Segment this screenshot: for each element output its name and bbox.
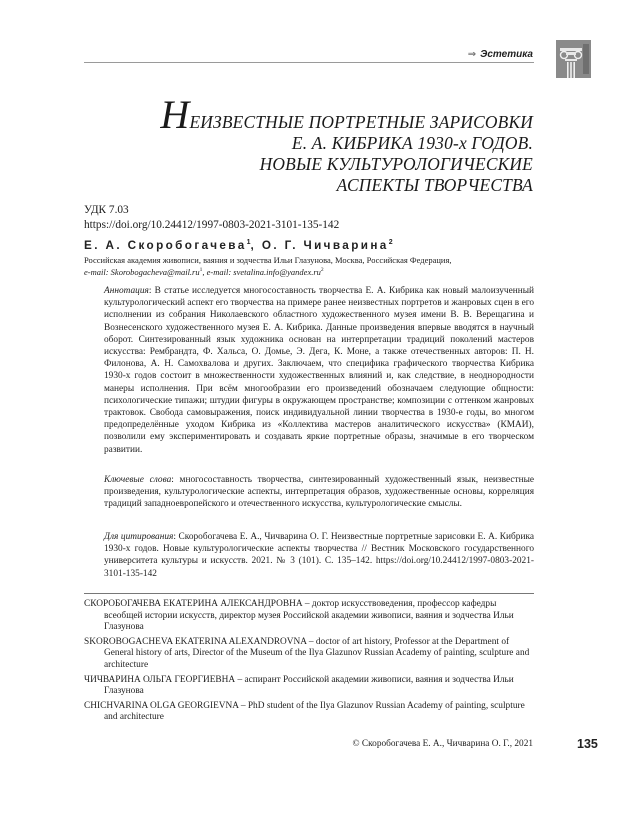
citation-text: : Скоробогачева Е. А., Чичварина О. Г. Неизвестные портретные зарисовки Е. А. Кибрика 1930-х годов. Новые культурологические аспекты творчества // Вестник Московского государственного университета культуры и искусств. 2021. № 3 (101). С. 135–142. https://doi.org/10.24412/1997-0803-2021-3101-135-142 [104,532,534,579]
bio-en-1: SKOROBOGACHEVA EKATERINA ALEXANDROVNA – doctor of art history, Professor at the Department of General history of arts, Director of the Museum of the Ilya Glazunov Russian Academy of painting, sculpture and architecture [84,636,530,670]
column-capital-icon [556,40,591,78]
abstract-text: : В статье исследуется многосоставность творчества Е. А. Кибрика как новый малоизученный культурологический аспект его творчества на примере ранее неизвестных портретов и жанровых сцен в его исполнении из собрания Николаевского областного художественного музея имени В. В. Верещагина и Вознесенского художественного музея Е. А. Кибрика. Данные произведения впервые вводятся в научный оборот. Синтезированный язык художника основан на интерпретации традиций поколений мастеров искусства: Рембрандта, Ф. Хальса, О. Домье, Э. Дега, К. Моне, а также отечественных авторов: П. Н. Филонова, А. Н. Самохвалова и других. Заключаем, что специфика графического творчества Кибрика 1930-х годов состоит в множественности художественных влияний и, как следствие, в неоднородности манеры исполнения. При всём многообразии его произведений обозначаем следующие общности: психологические типажи; штудии фигуры в окружающем пространстве; композиции с оттенком жанровых трактовок. Свобода самовыражения, поиск индивидуальной линии творчества в 1930-е годы, во многом предопределённые уходом Кибрика из «Коллектива мастеров аналитического искусства» (КМАИ), позволили ему экспериментировать и создавать яркие портретные образы, значимые в его творческом развитии. [104,286,534,455]
udk-code: УДК 7.03 [84,204,129,216]
title-line-1: ЕИЗВЕСТНЫЕ ПОРТРЕТНЫЕ ЗАРИСОВКИ [189,112,533,132]
keywords [104,474,534,511]
email-2[interactable]: e-mail: svetalina.info@yandex.ru [206,267,321,277]
title-line-4: АСПЕКТЫ ТВОРЧЕСТВА [336,175,533,195]
arrow-icon: ⇒ [467,49,477,60]
keywords-label: Ключевые слова [104,475,172,485]
author-2-sup: 2 [388,239,393,247]
author-1-sup: 1 [246,239,251,247]
doi-link[interactable]: https://doi.org/10.24412/1997-0803-2021-3101-135-142 [84,219,340,231]
title-line-3: НОВЫЕ КУЛЬТУРОЛОГИЧЕСКИЕ [259,154,533,174]
email-2-sup: 2 [320,267,324,274]
bio-ru-1: СКОРОБОГАЧЕВА ЕКАТЕРИНА АЛЕКСАНДРОВНА – доктор искусствоведения, профессор кафедры всеобщей истории искусств, директор музея Российской академии живописи, ваяния и зодчества Ильи Глазунова [84,599,514,633]
author-1: Е. А. Скоробогачева [84,239,247,252]
keywords-text: : многосоставность творчества, синтезированный художественный язык, неизвестные произведения, культурологические аспекты, интерпретация образов, художественные основы, корреляция традиций западноевропейского и отечественного искусства, культурологические смыслы. [104,475,534,510]
affiliation: Российская академия живописи, ваяния и зодчества Ильи Глазунова, Москва, Российская Федерация, [84,255,452,265]
citation-label: Для цитирования [104,532,174,542]
author-bios [84,599,534,724]
header-rule [84,62,534,63]
email-sep: , [202,267,207,277]
separator-rule [84,593,534,594]
copyright: © Скоробогачева Е. А., Чичварина О. Г., 2021 [352,739,533,749]
page-number: 135 [577,737,598,751]
citation [104,531,534,580]
title-line-2: Е. А. КИБРИКА 1930-х ГОДОВ. [291,133,533,153]
article-title [153,92,533,196]
title-initial: Н [160,92,190,137]
bio-en-2: CHICHVARINA OLGA GEORGIEVNA – PhD student of the Ilya Glazunov Russian Academy of painting, sculpture and architecture [84,700,525,723]
authors-line [84,239,393,252]
email-1[interactable]: e-mail: Skorobogacheva@mail.ru [84,267,200,277]
author-separator: , [250,239,262,252]
bio-ru-2: ЧИЧВАРИНА ОЛЬГА ГЕОРГИЕВНА – аспирант Российской академии живописи, ваяния и зодчества Ильи Глазунова [84,674,514,697]
abstract [104,285,534,456]
email-1-sup: 1 [199,267,203,274]
author-2: О. Г. Чичварина [261,239,389,252]
abstract-label: Аннотация [104,286,149,296]
emails-line [84,267,324,277]
section-name: Эстетика [480,49,533,60]
running-header-section [468,49,533,60]
